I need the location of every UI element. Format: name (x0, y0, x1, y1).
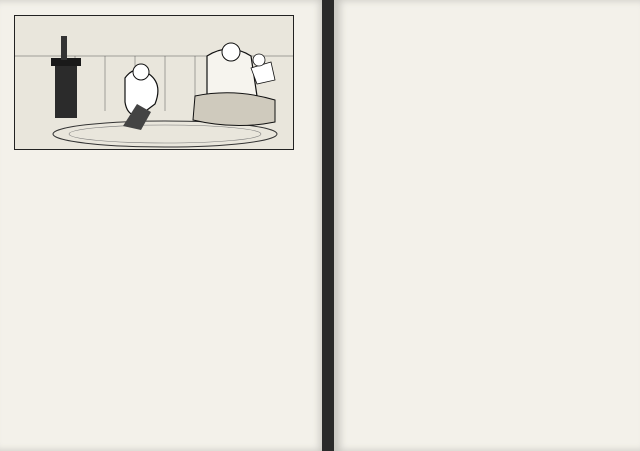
staff-system-5 (6, 378, 306, 402)
staff-system-4 (6, 326, 306, 350)
staff-refrain-2 (352, 84, 634, 108)
staff-system-3 (6, 272, 306, 296)
spiral-binding (306, 0, 350, 451)
staff-system-2 (6, 220, 306, 244)
staff-refrain-1 (352, 36, 634, 60)
title-illustration (14, 15, 294, 150)
illustration-drawing (15, 16, 293, 149)
staff-system-1 (6, 172, 306, 196)
right-page (334, 0, 640, 451)
